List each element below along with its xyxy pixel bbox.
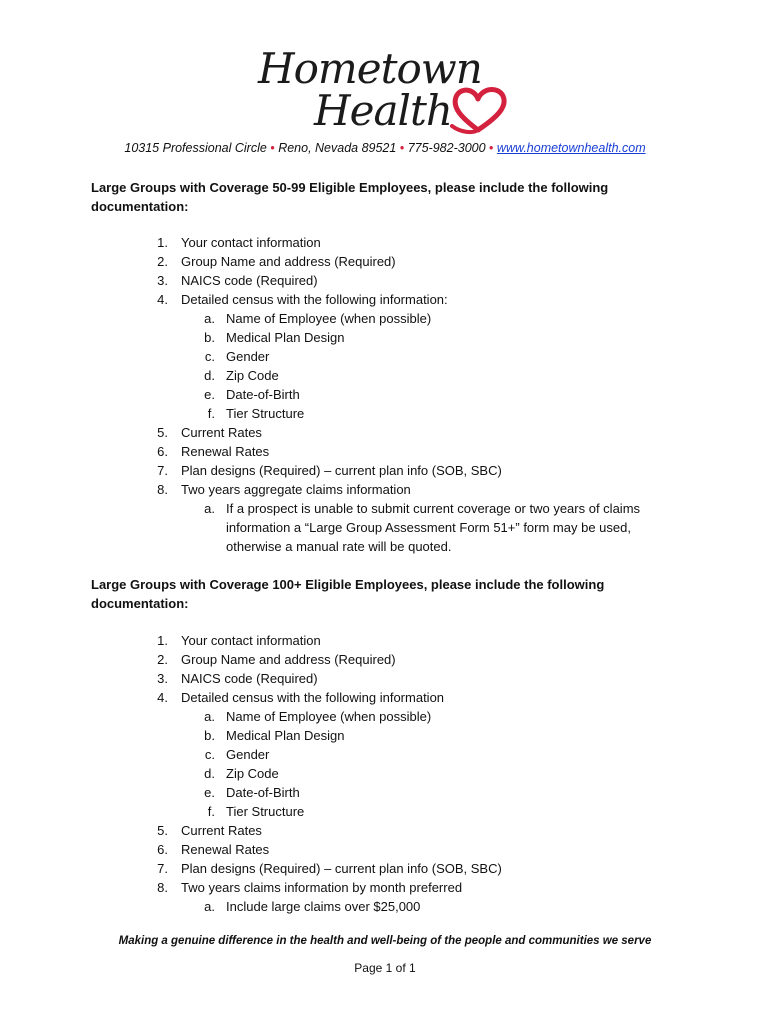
list-marker: d. [204,368,215,383]
list-item-text: Gender [226,349,270,364]
list-item-text: Renewal Rates [181,842,270,857]
list-item-text: Your contact information [181,633,321,648]
list-item-text: Date-of-Birth [226,785,300,800]
list-item-text: otherwise a manual rate will be quoted. [226,539,452,554]
list-marker: 1. [157,235,168,250]
list-marker: 2. [157,254,168,269]
list-item-text: Tier Structure [226,804,305,819]
list-marker: 4. [157,292,168,307]
bullet-separator: • [489,141,494,155]
list-marker: a. [204,501,215,516]
letterhead-address [0,141,770,155]
list-marker: 4. [157,690,168,705]
list-marker: 3. [157,671,168,686]
list-item-text: Zip Code [226,766,279,781]
list-item-text: Two years aggregate claims information [181,482,411,497]
list-item-text: Plan designs (Required) – current plan info (SOB, SBC) [181,463,502,478]
bullet-separator: • [399,141,405,155]
list-item-text: Name of Employee (when possible) [226,311,432,326]
list-item-text: Group Name and address (Required) [181,652,396,667]
list-item-text: Current Rates [181,425,262,440]
list-marker: 8. [157,880,168,895]
list-marker: 3. [157,273,168,288]
list-item-text: Date-of-Birth [226,387,300,402]
list-marker: 5. [157,425,168,440]
list-marker: a. [204,899,215,914]
list-item-text: Your contact information [181,235,321,250]
heading-line: Large Groups with Coverage 50-99 Eligible Employees, please include the following [91,180,609,195]
list-marker: f. [207,804,215,819]
list-item-text: Medical Plan Design [226,728,345,743]
list-marker: 2. [157,652,168,667]
heading-line: Large Groups with Coverage 100+ Eligible Employees, please include the following [91,577,605,592]
page-number: Page 1 of 1 [354,961,416,975]
hometown-health-logo [258,44,520,138]
list-item-text: information a “Large Group Assessment Form 51+” form may be used, [226,520,631,535]
heading-line: documentation: [91,596,189,611]
list-item-text: Plan designs (Required) – current plan info (SOB, SBC) [181,861,502,876]
list-item-text: If a prospect is unable to submit current coverage or two years of claims [226,501,641,516]
list-item-text: NAICS code (Required) [181,671,318,686]
list-item-text: Group Name and address (Required) [181,254,396,269]
list-marker: a. [204,709,215,724]
list-marker: e. [204,387,215,402]
list-item-text: Gender [226,747,270,762]
address-street: 10315 Professional Circle [124,141,267,155]
list-marker: c. [204,349,215,364]
heart-icon [448,84,512,136]
list-marker: 5. [157,823,168,838]
list-marker: 8. [157,482,168,497]
list-item-text: Detailed census with the following information: [181,292,448,307]
list-item-text: Medical Plan Design [226,330,345,345]
list-marker: 6. [157,444,168,459]
bullet-separator: • [270,141,275,155]
section-heading-50-99 [91,178,651,216]
logo-wordmark-line1: Hometown [258,44,482,93]
section-heading-100-plus [91,575,651,613]
list-marker: 7. [157,861,168,876]
list-marker: b. [204,728,215,743]
logo-wordmark-line2: Health [314,86,452,135]
list-marker: c. [204,747,215,762]
website-link[interactable]: www.hometownhealth.com [496,141,646,155]
list-marker: a. [204,311,215,326]
list-marker: b. [204,330,215,345]
list-item-text: Include large claims over $25,000 [226,899,421,914]
list-item-text: NAICS code (Required) [181,273,318,288]
list-item-text: Tier Structure [226,406,305,421]
address-city: Reno, Nevada 89521 [278,141,397,155]
list-item-text: Current Rates [181,823,262,838]
list-marker: 7. [157,463,168,478]
list-item-text: Zip Code [226,368,279,383]
list-item-text: Name of Employee (when possible) [226,709,432,724]
list-item-text: Detailed census with the following information [181,690,445,705]
list-item-text: Renewal Rates [181,444,270,459]
footer-tagline: Making a genuine difference in the health and well-being of the people and communities we serve [118,935,652,947]
list-marker: d. [204,766,215,781]
list-marker: e. [204,785,215,800]
list-marker: f. [207,406,215,421]
list-marker: 1. [157,633,168,648]
list-marker: 6. [157,842,168,857]
list-item-text: Two years claims information by month preferred [181,880,463,895]
heading-line: documentation: [91,199,189,214]
address-phone: 775-982-3000 [407,141,486,155]
